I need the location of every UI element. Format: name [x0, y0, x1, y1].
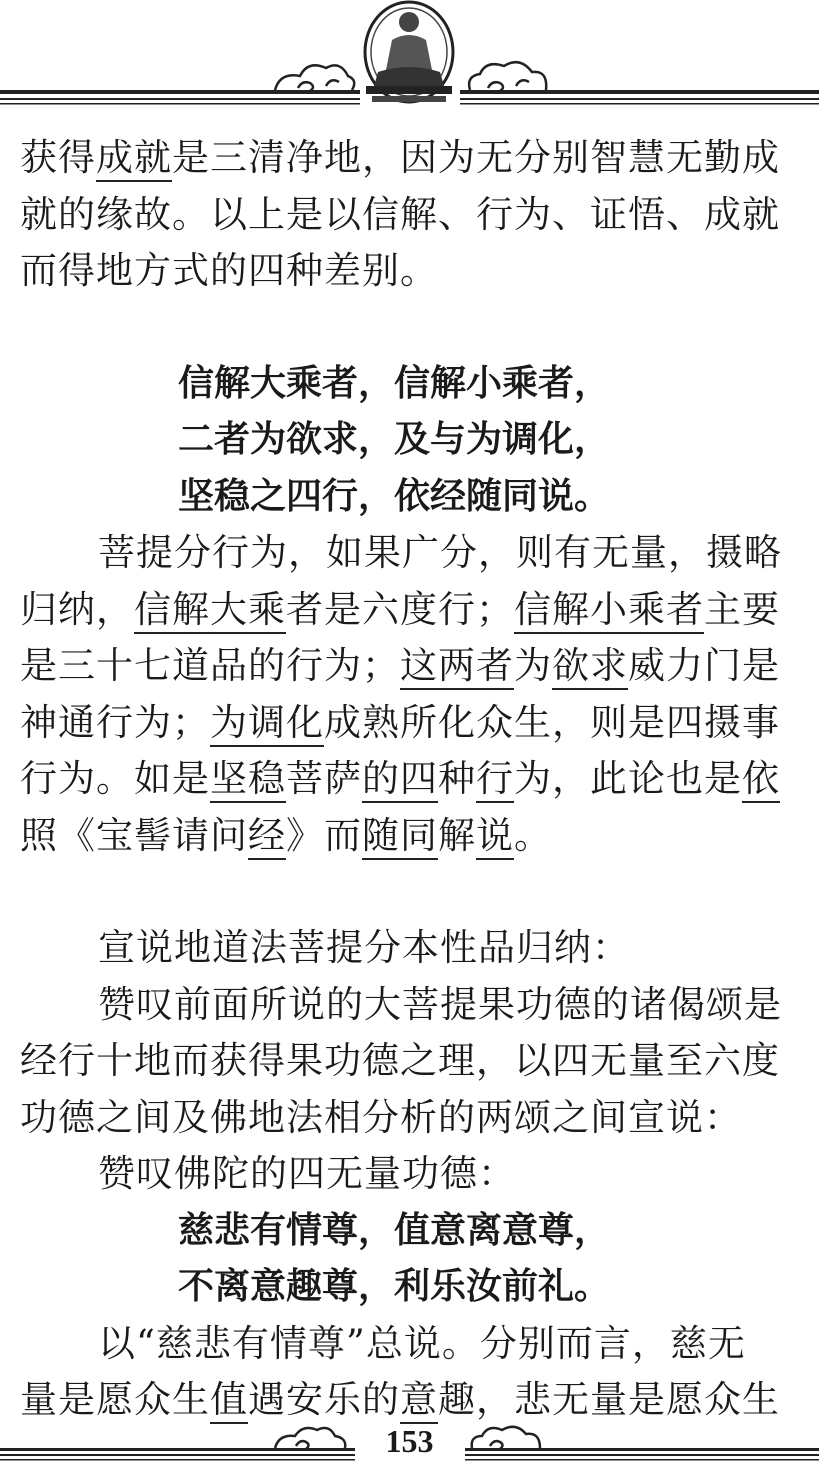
- buddha-icon: [365, 2, 453, 102]
- paragraph-line: 照《宝髻请问经》而随同解说。: [20, 808, 805, 865]
- cloud-ornament-left: [275, 65, 354, 91]
- paragraph-line: 经行十地而获得果功德之理，以四无量至六度: [20, 1039, 780, 1082]
- paragraph-line: 行为。如是坚稳菩萨的四种行为，此论也是依: [20, 751, 805, 808]
- spacer: [20, 300, 805, 356]
- paragraph-line: 而得地方式的四种差别。: [20, 249, 438, 292]
- paragraph-line: 就的缘故。以上是以信解、行为、证悟、成就: [20, 192, 780, 236]
- paragraph-line: 获得成就是三清净地，因为无分别智慧无勤成: [20, 130, 805, 187]
- paragraph-line: 是三十七道品的行为；这两者为欲求威力门是: [20, 638, 805, 695]
- paragraph-line: 功德之间及佛地法相分析的两颂之间宣说：: [20, 1095, 742, 1139]
- page-body: [20, 130, 805, 1429]
- verse-line: 坚稳之四行，依经随同说。: [178, 475, 611, 517]
- header-rule-right: [460, 90, 819, 105]
- verse-line: 慈悲有情尊，值意离意尊，: [178, 1209, 611, 1251]
- cloud-ornament-right: [469, 62, 546, 91]
- paragraph-line: 量是愿众生值遇安乐的意趣，悲无量是愿众生: [20, 1372, 805, 1429]
- paragraph-line: 以“慈悲有情尊”总说。分别而言，慈无: [98, 1321, 746, 1365]
- spacer: [20, 864, 805, 920]
- verse-line: 信解大乘者，信解小乘者，: [178, 362, 611, 404]
- header-rule-left: [0, 90, 360, 105]
- paragraph-line: 菩提分行为，如果广分，则有无量，摄略: [98, 531, 782, 574]
- header-ornament: [0, 0, 819, 120]
- verse-line: 不离意趣尊，利乐汝前礼。: [178, 1266, 611, 1307]
- section-heading: 宣说地道法菩提分本性品归纳：: [98, 926, 630, 969]
- paragraph-line: 赞叹前面所说的大菩提果功德的诸偈颂是: [98, 982, 782, 1026]
- paragraph-line: 归纳，信解大乘者是六度行；信解小乘者主要: [20, 582, 805, 639]
- page-number: 153: [385, 1423, 434, 1459]
- paragraph-line: 神通行为；为调化成熟所化众生，则是四摄事: [20, 695, 805, 752]
- verse-line: 二者为欲求，及与为调化，: [178, 419, 611, 460]
- paragraph-line: 赞叹佛陀的四无量功德：: [98, 1152, 516, 1195]
